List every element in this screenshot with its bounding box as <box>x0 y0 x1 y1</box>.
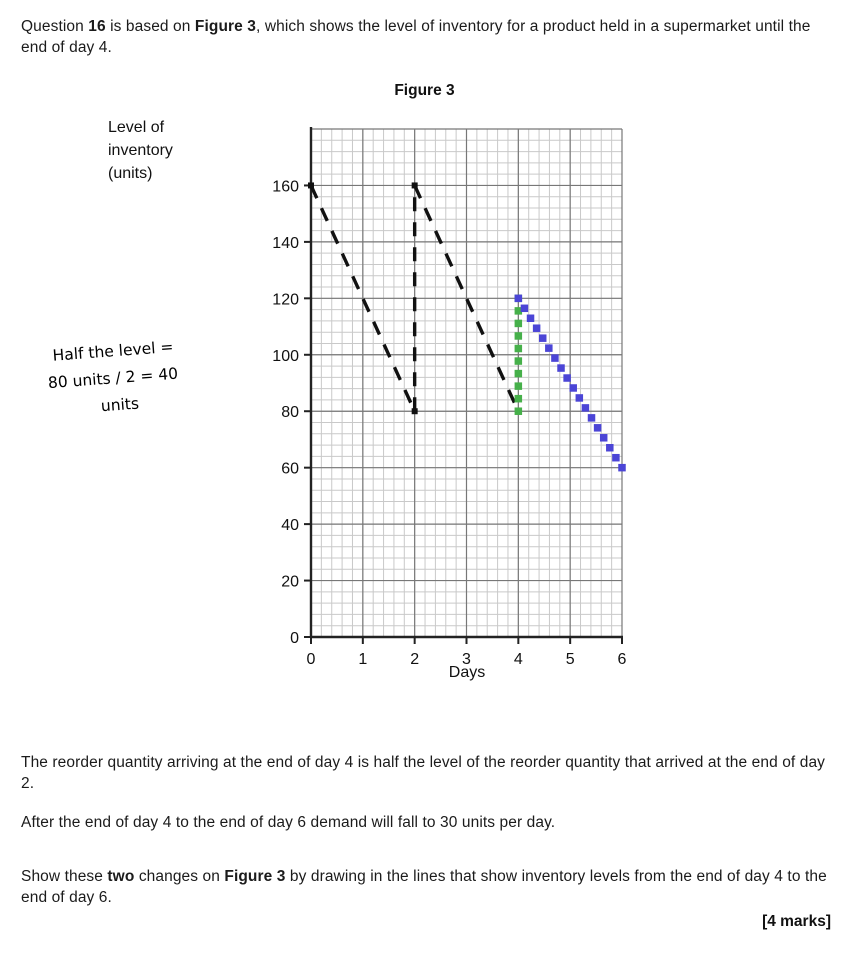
intro-prefix: Question <box>21 18 89 35</box>
figure-title: Figure 3 <box>394 82 455 99</box>
series-dot-inventory-day4-to-day6 <box>545 344 553 352</box>
series-dot-inventory-day4-to-day6 <box>527 315 535 323</box>
y-tick-label: 120 <box>272 291 299 309</box>
x-tick-label: 2 <box>410 651 420 668</box>
chart-tick-labels <box>272 178 626 668</box>
show-mid: changes on <box>134 868 225 885</box>
x-tick-label: 3 <box>462 651 471 668</box>
x-axis-title: Days <box>448 664 486 681</box>
y-tick-label: 160 <box>272 178 299 196</box>
series-dot-reorder-delivery-day4 <box>515 332 523 340</box>
series-dot-inventory-day4-to-day6 <box>582 404 590 412</box>
x-tick-label: 5 <box>565 651 575 668</box>
show-figure-ref: Figure 3 <box>224 868 286 885</box>
intro-mid: is based on <box>105 18 195 35</box>
y-tick-label: 60 <box>281 460 299 478</box>
series-dot-reorder-delivery-day4 <box>515 345 523 353</box>
series-dot-inventory-day4-to-day6 <box>539 334 547 342</box>
x-tick-label: 6 <box>617 651 627 668</box>
y-tick-label: 140 <box>272 234 299 252</box>
intro-suffix: , which shows the level of inventory for a product held in a supermarket until the end of day 4. <box>21 18 811 56</box>
chart-ticks <box>304 185 622 644</box>
y-tick-label: 0 <box>290 630 299 647</box>
series-dot-inventory-day4-to-day6 <box>557 364 565 372</box>
series-dot-reorder-delivery-day4 <box>515 357 523 365</box>
series-dot-reorder-delivery-day4 <box>515 395 523 403</box>
series-dot-inventory-day4-to-day6 <box>588 414 596 422</box>
x-tick-label: 1 <box>358 651 368 668</box>
series-dot-reorder-delivery-day4 <box>515 320 523 328</box>
series-dot-inventory-day4-to-day6 <box>515 295 523 303</box>
series-dot-inventory-day4-to-day6 <box>551 354 559 362</box>
marks-badge: [4 marks] <box>762 913 831 930</box>
series-dot-inventory-day4-to-day6 <box>569 384 577 392</box>
y-tick-label: 80 <box>281 404 299 422</box>
series-vertex-marker <box>308 182 314 188</box>
show-suffix: by drawing in the lines that show inventory levels from the end of day 4 to the end of day 6. <box>21 868 827 906</box>
grid-major <box>311 129 622 637</box>
series-dot-reorder-delivery-day4 <box>515 370 523 378</box>
y-axis-title-line-2: inventory <box>108 142 173 159</box>
chart-svg <box>0 110 720 690</box>
series-dot-inventory-day4-to-day6 <box>612 454 620 462</box>
series-dot-inventory-day4-to-day6 <box>576 394 584 402</box>
series-dot-reorder-delivery-day4 <box>515 407 523 415</box>
intro-paragraph <box>21 16 821 58</box>
series-dot-reorder-delivery-day4 <box>515 382 523 390</box>
annotation-line-2: 80 units / 2 = 40 <box>47 364 179 393</box>
x-tick-label: 0 <box>306 651 316 668</box>
series-dot-inventory-day4-to-day6 <box>594 424 602 432</box>
show-prefix: Show these <box>21 868 108 885</box>
y-axis-title-line-1: Level of <box>108 119 165 136</box>
series-dot-inventory-day4-to-day6 <box>533 324 541 332</box>
annotation-line-1: Half the level = <box>51 337 174 365</box>
series-dot-inventory-day4-to-day6 <box>618 464 626 472</box>
y-tick-label: 20 <box>281 573 299 591</box>
y-axis-title-line-3: (units) <box>108 165 153 182</box>
show-bold-two: two <box>107 868 135 885</box>
series-dot-inventory-day4-to-day6 <box>521 305 529 313</box>
y-tick-label: 40 <box>281 517 299 535</box>
annotation-line-3: units <box>100 394 140 416</box>
reorder-paragraph: The reorder quantity arriving at the end of day 4 is half the level of the reorder quantity that arrived at the end of day 2. <box>21 754 826 792</box>
demand-paragraph: After the end of day 4 to the end of day 6 demand will fall to 30 units per day. <box>21 814 556 831</box>
series-dot-inventory-day4-to-day6 <box>600 434 608 442</box>
series-dot-inventory-day4-to-day6 <box>606 444 614 452</box>
x-tick-label: 4 <box>513 651 523 668</box>
y-tick-label: 100 <box>272 347 299 365</box>
intro-question-number: 16 <box>88 18 106 35</box>
series-vertex-marker <box>412 408 418 414</box>
intro-figure-ref: Figure 3 <box>194 18 256 35</box>
series-dot-inventory-day4-to-day6 <box>563 374 571 382</box>
show-changes-paragraph <box>21 866 829 908</box>
series-vertex-marker <box>412 182 418 188</box>
figure-3-chart <box>0 110 720 690</box>
